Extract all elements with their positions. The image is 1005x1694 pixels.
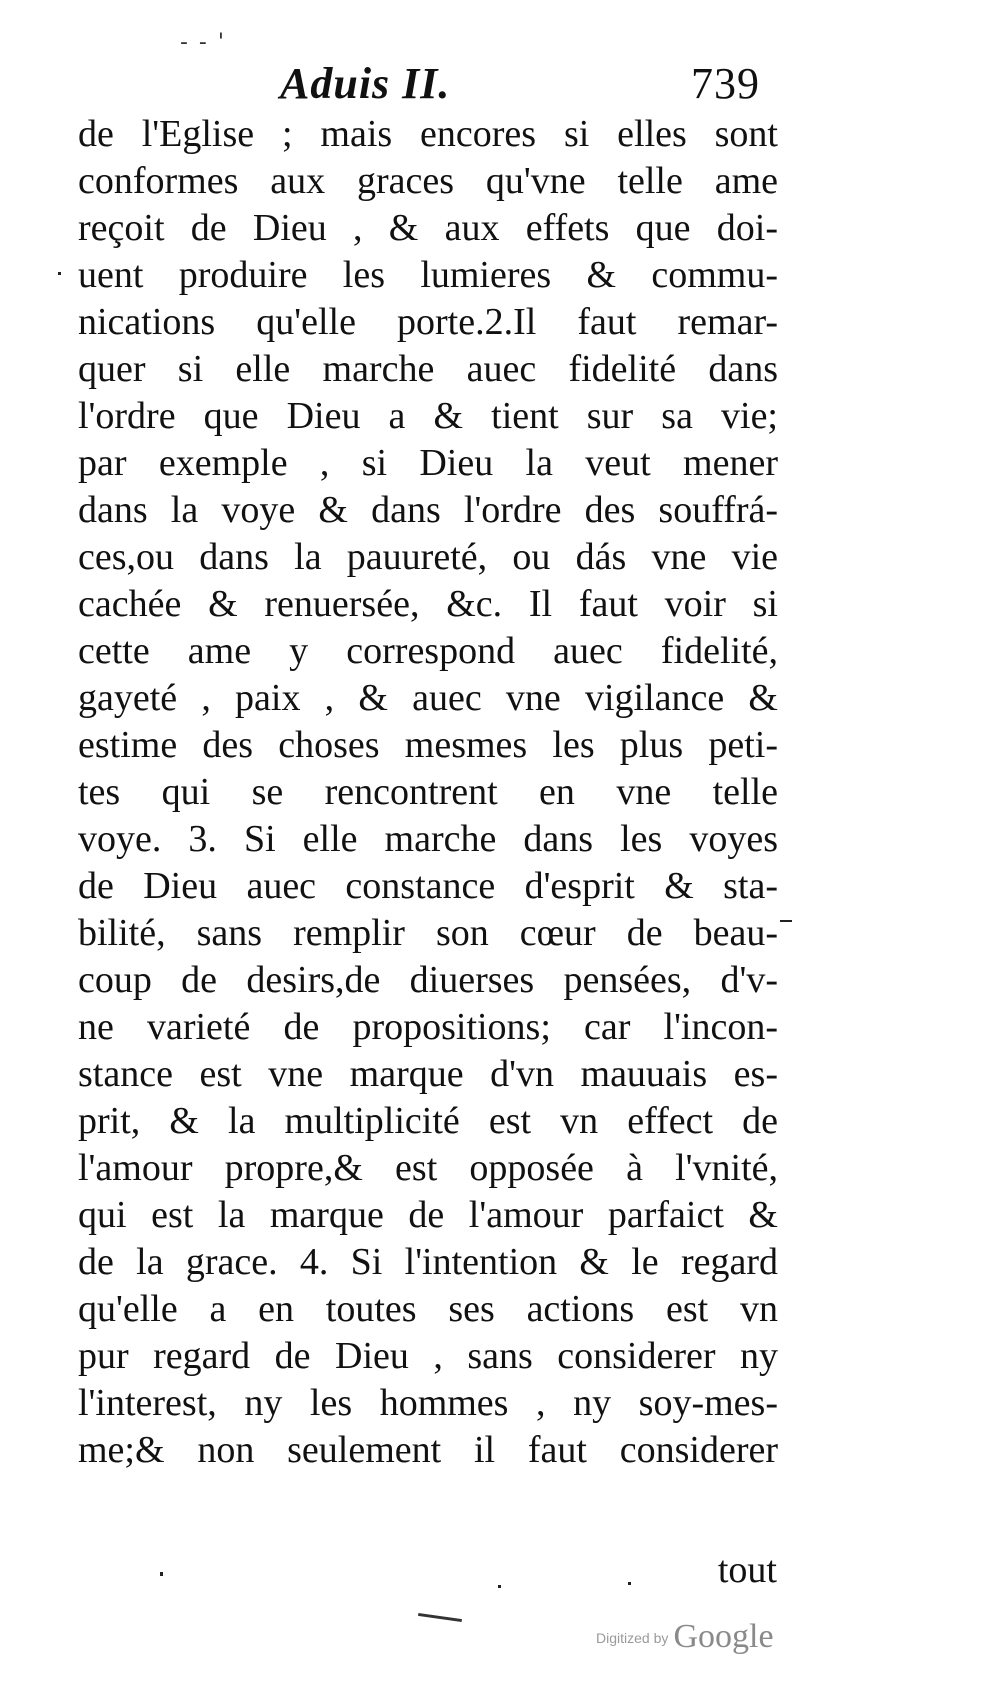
text-line: l'interest, ny les hommes , ny soy-mes- xyxy=(78,1382,778,1424)
text-line: estime des choses mesmes les plus peti- xyxy=(78,724,778,766)
text-line: voye. 3. Si elle marche dans les voyes xyxy=(78,818,778,860)
text-line: de l'Eglise ; mais encores si elles sont xyxy=(78,113,778,155)
text-line: me;& non seulement il faut considerer xyxy=(78,1429,778,1471)
text-line: de Dieu auec constance d'esprit & sta- xyxy=(78,865,778,907)
text-line: uent produire les lumieres & commu- xyxy=(78,254,778,296)
page-header xyxy=(280,58,760,114)
ink-speck xyxy=(160,1572,163,1576)
text-line: l'ordre que Dieu a & tient sur sa vie; xyxy=(78,395,778,437)
margin-marks: - - ' xyxy=(180,30,226,55)
text-line: quer si elle marche auec fidelité dans xyxy=(78,348,778,390)
text-line: de la grace. 4. Si l'intention & le regard xyxy=(78,1241,778,1283)
running-title: Aduis II. xyxy=(280,59,451,108)
ink-speck xyxy=(58,272,61,275)
text-line: reçoit de Dieu , & aux effets que doi- xyxy=(78,207,778,249)
digitization-watermark xyxy=(596,1618,774,1656)
text-line: stance est vne marque d'vn mauuais es- xyxy=(78,1053,778,1095)
text-line: qu'elle a en toutes ses actions est vn xyxy=(78,1288,778,1330)
text-line: tes qui se rencontrent en vne telle xyxy=(78,771,778,813)
text-line: gayeté , paix , & auec vne vigilance & xyxy=(78,677,778,719)
catchword: tout xyxy=(717,1549,777,1591)
ink-speck xyxy=(498,1585,501,1588)
watermark-prefix: Digitized by xyxy=(596,1630,669,1646)
page-number: 739 xyxy=(691,59,760,108)
text-line: dans la voye & dans l'ordre des souffrá- xyxy=(78,489,778,531)
text-line: coup de desirs,de diuerses pensées, d'v- xyxy=(78,959,778,1001)
text-line: par exemple , si Dieu la veut mener xyxy=(78,442,778,484)
text-line: conformes aux graces qu'vne telle ame xyxy=(78,160,778,202)
body-text xyxy=(78,111,778,1474)
text-line: ne varieté de propositions; car l'incon- xyxy=(78,1006,778,1048)
footer-dash xyxy=(418,1613,462,1622)
ink-speck xyxy=(628,1582,631,1585)
text-line: prit, & la multiplicité est vn effect de xyxy=(78,1100,778,1142)
text-line: ces,ou dans la pauureté, ou dás vne vie xyxy=(78,536,778,578)
text-line: pur regard de Dieu , sans considerer ny xyxy=(78,1335,778,1377)
text-line: qui est la marque de l'amour parfaict & xyxy=(78,1194,778,1236)
google-logo: Google xyxy=(673,1618,774,1655)
text-line: bilité, sans remplir son cœur de beau- xyxy=(78,912,778,954)
text-line: nications qu'elle porte.2.Il faut remar- xyxy=(78,301,778,343)
text-line: cachée & renuersée, &c. Il faut voir si xyxy=(78,583,778,625)
ink-speck xyxy=(780,920,792,922)
text-line: cette ame y correspond auec fidelité, xyxy=(78,630,778,672)
text-line: l'amour propre,& est opposée à l'vnité, xyxy=(78,1147,778,1189)
